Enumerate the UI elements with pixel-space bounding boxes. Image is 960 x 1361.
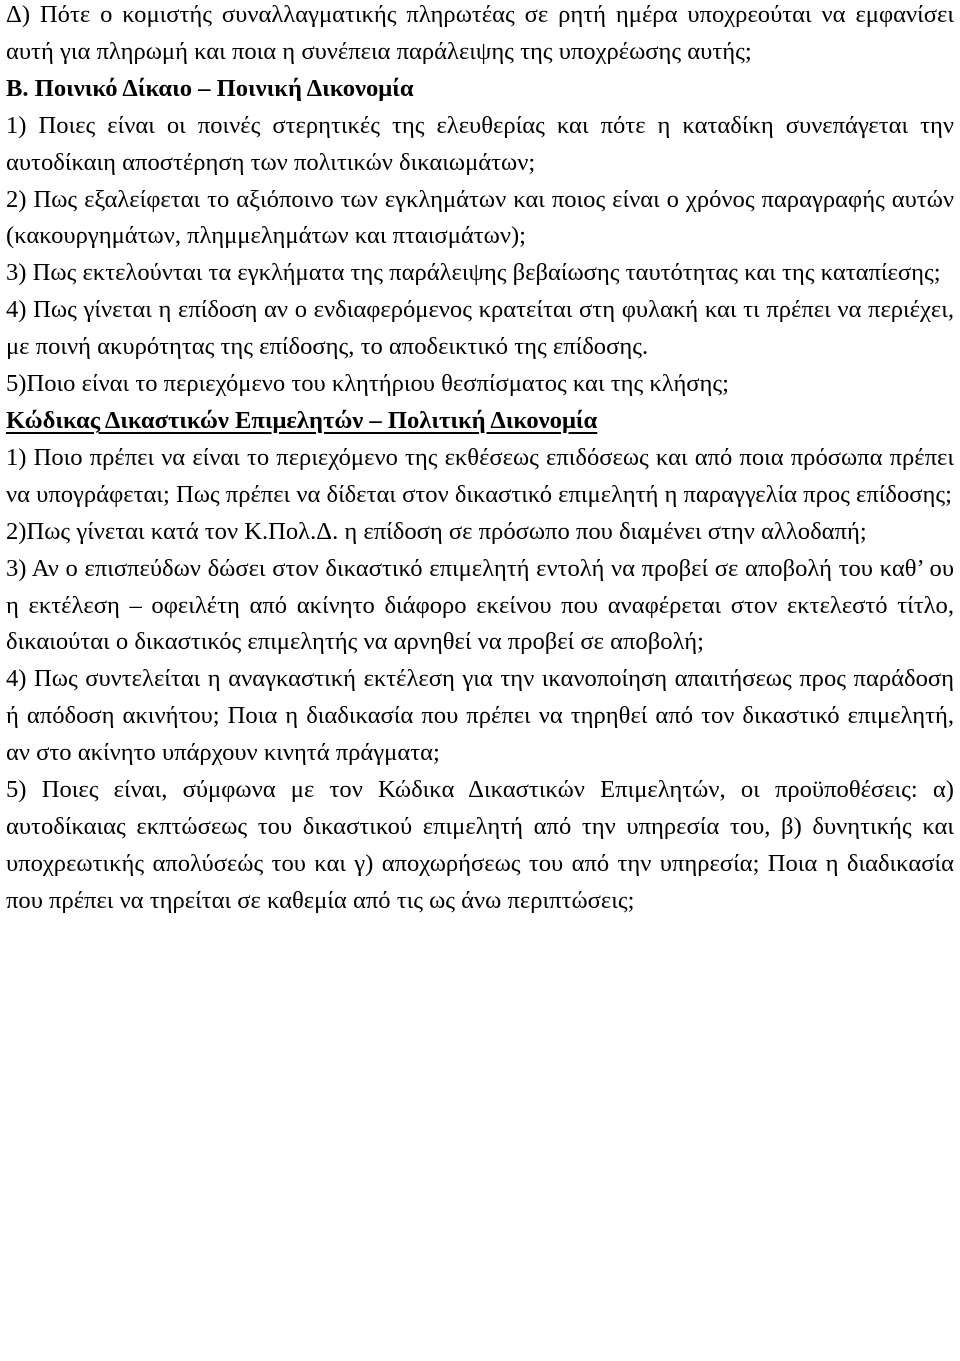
section-c: [6, 403, 954, 920]
section-b: [6, 71, 954, 403]
section-c-question-4: 4) Πως συντελείται η αναγκαστική εκτέλεση για την ικανοποίηση απαιτήσεως προς παράδοση ή απόδοση ακινήτου; Ποια η διαδικασία που πρέπει να τηρηθεί από τον δικαστικό επιμελητή, αν στο ακίνητο υπάρχουν κινητά πράγματα;: [6, 665, 954, 767]
question-d: Δ) Πότε ο κομιστής συναλλαγματικής πληρωτέας σε ρητή ημέρα υποχρεούται να εμφανίσει αυτή για πληρωμή και ποια η συνέπεια παράλειψης της υποχρέωσης αυτής;: [6, 1, 954, 65]
section-b-question-1: 1) Ποιες είναι οι ποινές στερητικές της ελευθερίας και πότε η καταδίκη συνεπάγεται την αυτοδίκαιη αποστέρηση των πολιτικών δικαιωμάτων;: [6, 111, 954, 176]
section-b-question-4: 4) Πως γίνεται η επίδοση αν ο ενδιαφερόμενος κρατείται στη φυλακή και τι πρέπει να περιέχει, με ποινή ακυρότητας της επίδοσης, το αποδεικτικό της επίδοσης.: [6, 296, 954, 361]
section-b-question-3: 3) Πως εκτελούνται τα εγκλήματα της παράλειψης βεβαίωσης ταυτότητας και της καταπίεσης;: [6, 259, 941, 287]
section-c-question-2: 2)Πως γίνεται κατά τον Κ.Πολ.Δ. η επίδοση σε πρόσωπο που διαμένει στην αλλοδαπή;: [6, 517, 867, 545]
section-c-question-3: 3) Αν ο επισπεύδων δώσει στον δικαστικό επιμελητή εντολή να προβεί σε αποβολή του καθ’ ου η εκτέλεση – οφειλέτη από ακίνητο διάφορο εκείνου που αναφέρεται στον εκτελεστό τίτλο, δικαιούται ο δικαστικός επιμελητής να αρνηθεί να προβεί σε αποβολή;: [6, 554, 954, 656]
section-c-question-1: 1) Ποιο πρέπει να είναι το περιεχόμενο της εκθέσεως επιδόσεως και από ποια πρόσωπα πρέπει να υπογράφεται; Πως πρέπει να δίδεται στον δικαστικό επιμελητή η παραγγελία προς επίδοσης;: [6, 443, 954, 508]
section-b-question-5: 5)Ποιο είναι το περιεχόμενο του κλητήριου θεσπίσματος και της κλήσης;: [6, 370, 729, 398]
section-b-question-2: 2) Πως εξαλείφεται το αξιόποινο των εγκλημάτων και ποιος είναι ο χρόνος παραγραφής αυτών (κακουργημάτων, πλημμελημάτων και πταισμάτων);: [6, 185, 954, 250]
section-b-title: Β. Ποινικό Δίκαιο – Ποινική Δικονομία: [6, 74, 414, 102]
section-c-question-5: 5) Ποιες είναι, σύμφωνα με τον Κώδικα Δικαστικών Επιμελητών, οι προϋποθέσεις: α) αυτοδίκαιας εκπτώσεως του δικαστικού επιμελητή από την υπηρεσία του, β) δυνητικής και υποχρεωτικής απολύσεώς του και γ) αποχωρήσεως του από την υπηρεσία; Ποια η διαδικασία που πρέπει να τηρείται σε καθεμία από τις ως άνω περιπτώσεις;: [6, 776, 954, 914]
section-a-end: [6, 0, 954, 71]
section-c-title: Κώδικας Δικαστικών Επιμελητών – Πολιτική Δικονομία: [6, 406, 598, 434]
